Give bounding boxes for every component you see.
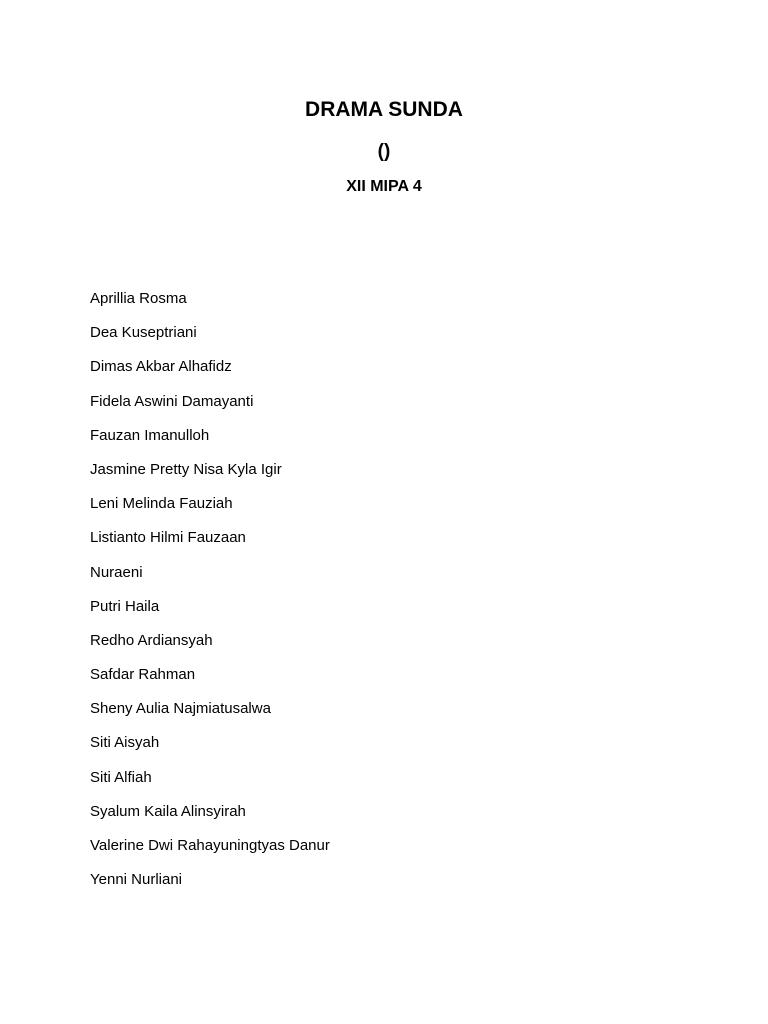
list-item: Siti Alfiah <box>90 768 152 786</box>
document-subtitle: () <box>377 141 391 162</box>
list-item: Yenni Nurliani <box>90 871 183 889</box>
member-list <box>90 290 330 905</box>
list-item: Putri Haila <box>90 597 160 615</box>
list-item: Listianto Hilmi Fauzaan <box>90 529 246 547</box>
list-item: Valerine Dwi Rahayuningtyas Danur <box>90 837 330 854</box>
list-item: Nuraeni <box>90 563 143 581</box>
list-item: Fidela Aswini Damayanti <box>90 392 254 410</box>
list-item: Redho Ardiansyah <box>90 631 213 649</box>
list-item: Syalum Kaila Alinsyirah <box>90 802 246 820</box>
list-item: Fauzan Imanulloh <box>90 426 210 444</box>
list-item: Safdar Rahman <box>90 666 196 684</box>
list-item: Dea Kuseptriani <box>90 324 197 342</box>
list-item: Siti Aisyah <box>90 734 160 752</box>
list-item: Aprillia Rosma <box>90 290 187 307</box>
document-title: DRAMA SUNDA <box>305 98 463 121</box>
list-item: Leni Melinda Fauziah <box>90 495 233 513</box>
list-item: Sheny Aulia Najmiatusalwa <box>90 700 271 718</box>
class-name: XII MIPA 4 <box>346 178 422 195</box>
list-item: Dimas Akbar Alhafidz <box>90 358 232 376</box>
list-item: Jasmine Pretty Nisa Kyla Igir <box>90 460 282 478</box>
